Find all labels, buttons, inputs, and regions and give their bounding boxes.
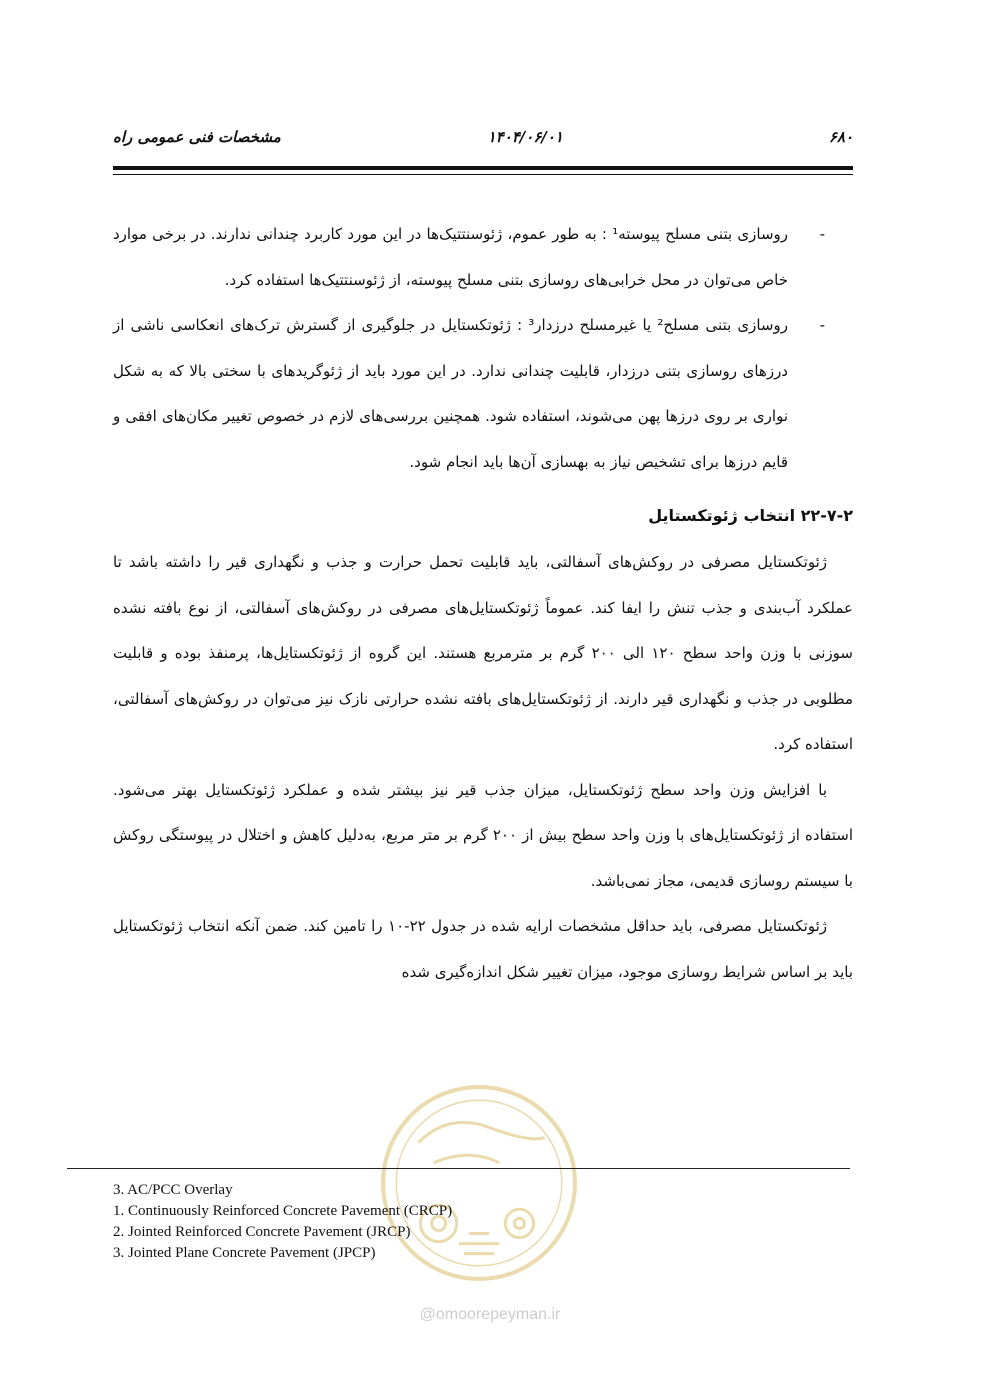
footnote-item: 1. Continuously Reinforced Concrete Pavement (CRCP): [113, 1203, 453, 1219]
footnotes: [113, 1180, 713, 1264]
header-date: ۱۴۰۴/۰۶/۰۱: [487, 128, 563, 146]
body-paragraph: با افزایش وزن واحد سطح ژئوتکستایل، میزان جذب قیر نیز بیشتر شده و عملکرد ژئوتکستایل بهتر می‌شود. استفاده از ژئوتکستایل‌های با وزن واحد سطح بیش از ۲۰۰ گرم بر متر مربع، به‌دلیل کاهش و اختلال در پیوستگی روکش با سیستم روسازی قدیمی، مجاز نمی‌باشد.: [113, 780, 853, 890]
header-title: مشخصات فنی عمومی راه: [113, 128, 281, 146]
header-rule-thick: [113, 166, 853, 170]
bullet-item: [113, 212, 853, 303]
page-header: [113, 128, 853, 162]
bullet-text: روسازی بتنی مسلح پیوسته¹ : به طور عموم، ژئوسنتتیک‌ها در این مورد کاربرد چندانی ندارند. در برخی موارد خاص می‌توان در محل خرابی‌های روسازی بتنی مسلح پیوسته، از ژئوسنتتیک‌ها استفاده کرد.: [113, 225, 789, 289]
page-number: ۶۸۰: [828, 128, 853, 146]
watermark-url: @omoorepeyman.ir: [419, 1306, 561, 1323]
body-paragraph: ژئوتکستایل مصرفی، باید حداقل مشخصات ارایه شده در جدول ۲۲-۱۰ را تامین کند. ضمن آنکه انتخاب ژئوتکستایل باید بر اساس شرایط روسازی موجود، میزان تغییر شکل اندازه‌گیری شده: [113, 917, 853, 981]
page-body: [113, 212, 853, 995]
footnote-item: 3. AC/PCC Overlay: [113, 1182, 233, 1198]
bullet-text: روسازی بتنی مسلح² یا غیرمسلح درزدار³ : ژئوتکستایل در جلوگیری از گسترش ترک‌های انعکاسی ناشی از درزهای روسازی بتنی درزدار، قابلیت چندانی ندارد. در این مورد باید از ژئوگریدهای با سختی بالا که به شکل نواری بر روی درزها پهن می‌شوند، استفاده شود. همچنین بررسی‌های لازم در خصوص تغییر مکان‌های افقی و قایم درزها برای تشخیص نیاز به بهسازی آن‌ها باید انجام شود.: [113, 316, 788, 471]
header-rule-thin: [113, 174, 853, 175]
section-heading: ۲۲-۷-۲ انتخاب ژئوتکستایل: [648, 506, 853, 525]
footnote-divider: [67, 1168, 850, 1169]
body-paragraph: ژئوتکستایل مصرفی در روکش‌های آسفالتی، باید قابلیت تحمل حرارت و جذب و نگهداری قیر را داشته باشد تا عملکرد آب‌بندی و جذب تنش را ایفا کند. عموماً ژئوتکستایل‌های مصرفی در روکش‌های آسفالتی، از نوع بافته نشده سوزنی با وزن واحد سطح ۱۲۰ الی ۲۰۰ گرم بر مترمربع هستند. این گروه از ژئوتکستایل‌ها، پرمنفذ بوده و قابلیت مطلوبی در جذب و نگهداری قیر دارند. از ژئوتکستایل‌های بافته نشده حرارتی نازک نیز می‌توان در روکش‌های آسفالتی، استفاده کرد.: [113, 553, 854, 753]
bullet-dash: -: [819, 316, 825, 334]
footnote-item: 2. Jointed Reinforced Concrete Pavement (JRCP): [113, 1224, 411, 1240]
bullet-item: [113, 303, 853, 485]
footnote-item: 3. Jointed Plane Concrete Pavement (JPCP): [113, 1245, 376, 1261]
bullet-dash: -: [819, 225, 825, 243]
